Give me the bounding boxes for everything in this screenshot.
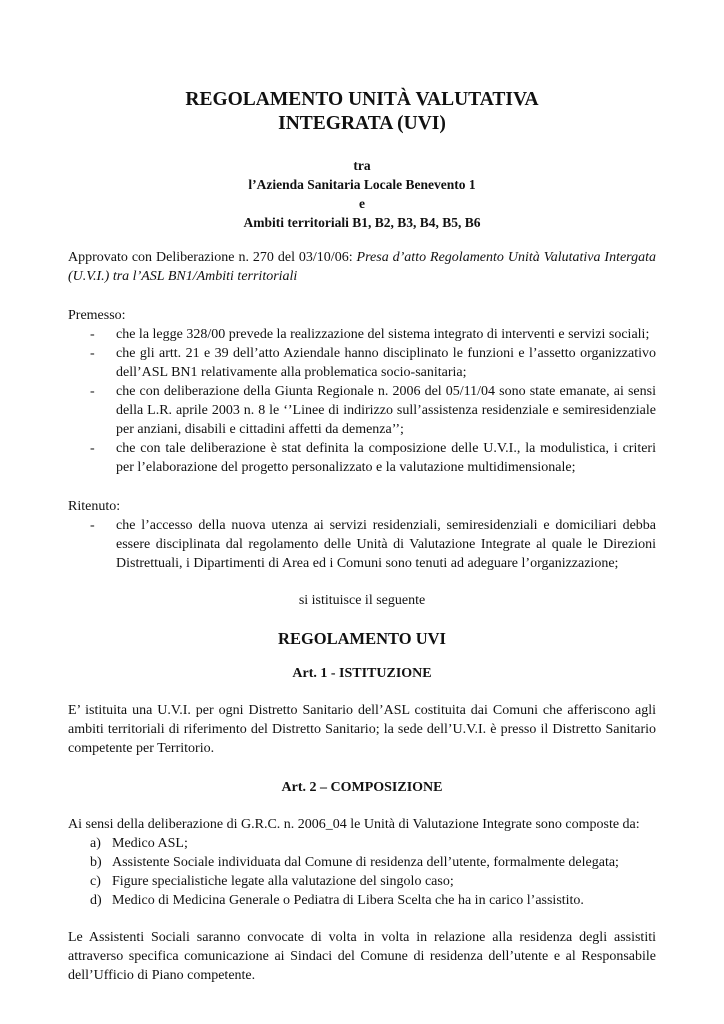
list-item <box>90 891 656 910</box>
parties-block <box>68 156 656 232</box>
list-item: - che gli artt. 21 e 39 dell’atto Aziendale hanno disciplinato le funzioni e l’assetto organizzativo dell’ASL BN1 relativamente alla problematica socio-sanitaria; <box>106 344 656 382</box>
title-line-1: REGOLAMENTO UNITÀ VALUTATIVA <box>185 89 539 110</box>
art2-intro: Ai sensi della deliberazione di G.R.C. n. 2006_04 le Unità di Valutazione Integrate sono composte da: <box>68 817 640 832</box>
list-item: - che l’accesso della nuova utenza ai servizi residenziali, semiresidenziali e domiciliari debba essere disciplinata dal regolamento delle Unità di Valutazione Integrate al quale le Direzioni Distrettuali, i Dipartimenti di Area ed i Comuni sono tenuti ad adeguare l’organizzazione; <box>106 516 656 573</box>
list-text: Figure specialistiche legate alla valutazione del singolo caso; <box>112 874 454 889</box>
list-text: Medico di Medicina Generale o Pediatra di Libera Scelta che ha in carico l’assistito. <box>112 893 584 908</box>
list-item <box>90 872 656 891</box>
list-item: - che la legge 328/00 prevede la realizzazione del sistema integrato di interventi e servizi sociali; <box>106 325 656 344</box>
premesso-list <box>68 325 656 477</box>
approval-title: Presa d’atto Regolamento Unità Valutativa Intergata (U.V.I.) tra l’ASL BN1/Ambiti territoriali <box>68 250 657 284</box>
art1-body: E’ istituita una U.V.I. per ogni Distretto Sanitario dell’ASL costituita dai Comuni che afferiscono agli ambiti territoriali di riferimento del Distretto Sanitario; la sede dell’U.V.I. è presso il Distretto Sanitario competente per Territorio. <box>68 703 656 756</box>
ritenuto-label: Ritenuto: <box>68 499 121 514</box>
list-marker: b) <box>90 855 102 870</box>
art2-title: Art. 2 – COMPOSIZIONE <box>281 780 443 795</box>
ritenuto-list <box>68 516 656 573</box>
composition-list <box>68 834 656 910</box>
list-marker: c) <box>90 874 101 889</box>
list-marker: d) <box>90 893 102 908</box>
art2-closing: Le Assistenti Sociali saranno convocate di volta in volta in relazione alla residenza degli assistiti attraverso specifica comunicazione ai Sindaci del Comune di residenza dell’utente e al Responsabile dell’Ufficio di Piano competente. <box>68 930 656 983</box>
list-text: Assistente Sociale individuata dal Comune di residenza dell’utente, formalmente delegata; <box>112 855 619 870</box>
intro-line: si istituisce il seguente <box>298 593 426 608</box>
approval-prefix: Approvato con Deliberazione n. 270 del 03/10/06: <box>68 250 357 265</box>
parties-tra: tra <box>353 158 371 173</box>
approval-statement <box>68 248 656 286</box>
parties-e: e <box>359 196 365 211</box>
parties-asl: l’Azienda Sanitaria Locale Benevento 1 <box>248 177 476 192</box>
parties-ambiti: Ambiti territoriali B1, B2, B3, B4, B5, B6 <box>243 215 481 230</box>
list-marker: a) <box>90 836 101 851</box>
list-text: Medico ASL; <box>112 836 188 851</box>
list-item <box>90 834 656 853</box>
document-title <box>68 88 656 136</box>
premesso-label: Premesso: <box>68 308 126 323</box>
art1-title: Art. 1 - ISTITUZIONE <box>292 666 432 681</box>
list-item <box>90 853 656 872</box>
list-item: - che con tale deliberazione è stat definita la composizione delle U.V.I., la modulistica, i criteri per l’elaborazione del progetto personalizzato e la valutazione multidimensionale; <box>106 439 656 477</box>
title-line-2: INTEGRATA (UVI) <box>278 113 446 134</box>
regolamento-title: REGOLAMENTO UVI <box>278 629 446 648</box>
list-item: - che con deliberazione della Giunta Regionale n. 2006 del 05/11/04 sono state emanate, ai sensi della L.R. aprile 2003 n. 8 le ‘’Linee di indirizzo sull’assistenza residenziale e semiresidenziale per anziani, disabili e cittadini affetti da demenza’’; <box>106 382 656 439</box>
